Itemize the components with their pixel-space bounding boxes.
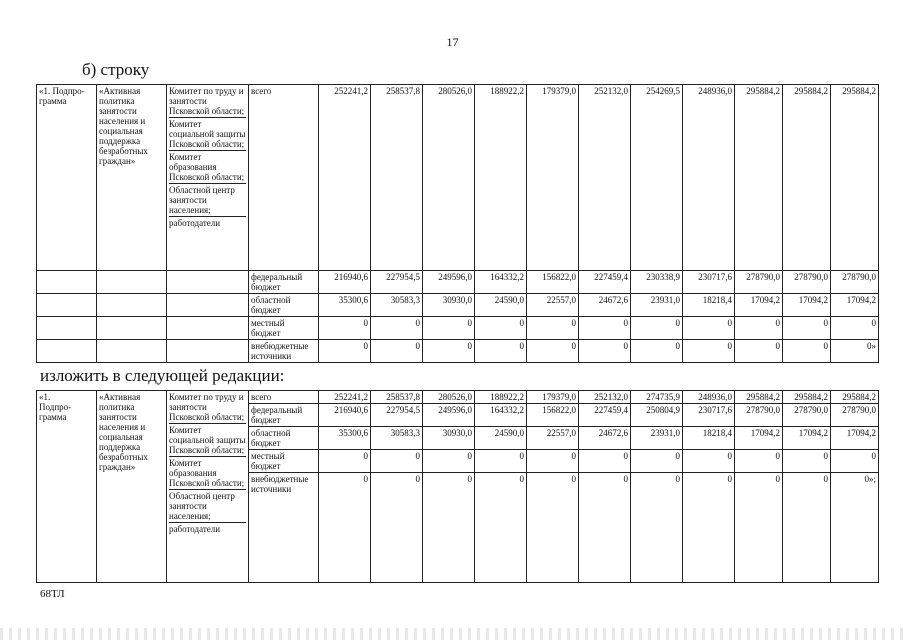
table-row — [37, 340, 879, 363]
value-cell: 227954,5 — [371, 271, 423, 294]
funding-source-cell: внебюджетные источники — [249, 340, 319, 363]
value-cell: 0 — [423, 340, 475, 363]
value-cell: 0 — [319, 317, 371, 340]
executor-item: работодатели — [169, 216, 246, 228]
value-cell: 295884,2 — [831, 85, 879, 271]
value-cell: 0 — [475, 340, 527, 363]
value-cell: 17094,2 — [783, 427, 831, 450]
value-cell: 230717,6 — [683, 271, 735, 294]
subprogram-cell: «1. Подпро- грамма — [37, 85, 97, 271]
value-cell: 179379,0 — [527, 85, 579, 271]
value-cell: 0 — [631, 317, 683, 340]
value-cell: 0 — [527, 450, 579, 473]
value-cell: 35300,6 — [319, 294, 371, 317]
funding-source-cell: внебюджетные источники — [249, 473, 319, 583]
funding-source-cell: местный бюджет — [249, 450, 319, 473]
funding-source-cell: областной бюджет — [249, 427, 319, 450]
footer-code: 68ТЛ — [40, 588, 65, 600]
executor-item: Комитет образования Псковской области; — [169, 152, 245, 182]
value-cell: 17094,2 — [831, 427, 879, 450]
value-cell: 0 — [423, 473, 475, 583]
value-cell: 24672,6 — [579, 294, 631, 317]
funding-source-cell: федеральный бюджет — [249, 271, 319, 294]
empty-cell — [167, 317, 249, 340]
empty-cell — [97, 271, 167, 294]
value-cell: 23931,0 — [631, 427, 683, 450]
executor-item: Комитет образования Псковской области; — [169, 458, 245, 488]
value-cell: 0 — [683, 450, 735, 473]
funding-source-cell: всего — [249, 85, 319, 271]
empty-cell — [167, 294, 249, 317]
funding-source-cell: федеральный бюджет — [249, 404, 319, 427]
empty-cell — [37, 340, 97, 363]
value-cell: 274735,9 — [631, 391, 683, 404]
value-cell: 227954,5 — [371, 404, 423, 427]
value-cell: 280526,0 — [423, 85, 475, 271]
value-cell: 227459,4 — [579, 404, 631, 427]
value-cell: 17094,2 — [783, 294, 831, 317]
value-cell: 0 — [579, 340, 631, 363]
value-cell: 252132,0 — [579, 85, 631, 271]
value-cell: 0 — [783, 450, 831, 473]
value-cell: 188922,2 — [475, 85, 527, 271]
value-cell: 188922,2 — [475, 391, 527, 404]
value-cell: 156822,0 — [527, 271, 579, 294]
value-cell: 0 — [683, 317, 735, 340]
executor-item: Комитет социальной защиты Псковской области; — [169, 425, 246, 455]
value-cell: 295884,2 — [735, 391, 783, 404]
value-cell: 0 — [735, 317, 783, 340]
value-cell: 164332,2 — [475, 404, 527, 427]
executor-item: Областной центр занятости населения; — [169, 489, 246, 521]
table-row — [37, 317, 879, 340]
value-cell: 254269,5 — [631, 85, 683, 271]
value-cell: 0 — [783, 317, 831, 340]
value-cell: 0 — [475, 473, 527, 583]
value-cell: 22557,0 — [527, 294, 579, 317]
value-cell: 179379,0 — [527, 391, 579, 404]
value-cell: 0 — [735, 473, 783, 583]
scan-edge — [0, 628, 905, 640]
value-cell: 0»; — [831, 473, 879, 583]
value-cell: 295884,2 — [783, 391, 831, 404]
value-cell: 0 — [683, 340, 735, 363]
old-budget-table — [36, 84, 879, 363]
value-cell: 0 — [683, 473, 735, 583]
empty-cell — [37, 294, 97, 317]
value-cell: 0» — [831, 340, 879, 363]
section-heading-b: б) строку — [82, 60, 150, 79]
value-cell: 18218,4 — [683, 294, 735, 317]
value-cell: 252241,2 — [319, 391, 371, 404]
empty-cell — [97, 317, 167, 340]
value-cell: 0 — [475, 317, 527, 340]
value-cell: 0 — [783, 340, 831, 363]
funding-source-cell: областной бюджет — [249, 294, 319, 317]
value-cell: 295884,2 — [735, 85, 783, 271]
value-cell: 216940,6 — [319, 404, 371, 427]
value-cell: 0 — [631, 340, 683, 363]
section-heading-replace: изложить в следующей редакции: — [40, 366, 285, 385]
funding-source-cell: местный бюджет — [249, 317, 319, 340]
value-cell: 0 — [631, 473, 683, 583]
value-cell: 278790,0 — [783, 271, 831, 294]
executors-cell — [167, 391, 249, 583]
empty-cell — [167, 271, 249, 294]
value-cell: 0 — [527, 340, 579, 363]
new-budget-table — [36, 390, 879, 583]
table-row — [37, 85, 879, 271]
value-cell: 156822,0 — [527, 404, 579, 427]
executor-item: Комитет по труду и занятости Псковской области; — [169, 86, 245, 116]
value-cell: 230717,6 — [683, 404, 735, 427]
value-cell: 35300,6 — [319, 427, 371, 450]
value-cell: 216940,6 — [319, 271, 371, 294]
value-cell: 24672,6 — [579, 427, 631, 450]
value-cell: 24590,0 — [475, 294, 527, 317]
funding-source-cell: всего — [249, 391, 319, 404]
program-name-cell: «Активная политика занятости населения и социальная поддержка безработных граждан» — [97, 85, 167, 271]
value-cell: 295884,2 — [783, 85, 831, 271]
value-cell: 17094,2 — [831, 294, 879, 317]
value-cell: 0 — [579, 317, 631, 340]
table-row — [37, 391, 879, 404]
empty-cell — [37, 317, 97, 340]
value-cell: 0 — [579, 450, 631, 473]
value-cell: 164332,2 — [475, 271, 527, 294]
value-cell: 0 — [579, 473, 631, 583]
empty-cell — [97, 294, 167, 317]
empty-cell — [97, 340, 167, 363]
executor-item: Комитет по труду и занятости Псковской области; — [169, 392, 245, 422]
table-row — [37, 294, 879, 317]
value-cell: 249596,0 — [423, 404, 475, 427]
value-cell: 252132,0 — [579, 391, 631, 404]
value-cell: 0 — [735, 340, 783, 363]
value-cell: 278790,0 — [831, 271, 879, 294]
value-cell: 0 — [319, 340, 371, 363]
value-cell: 258537,8 — [371, 85, 423, 271]
value-cell: 278790,0 — [735, 404, 783, 427]
value-cell: 249596,0 — [423, 271, 475, 294]
value-cell: 0 — [735, 450, 783, 473]
value-cell: 295884,2 — [831, 391, 879, 404]
executor-item: Комитет социальной защиты Псковской области; — [169, 119, 246, 149]
value-cell: 23931,0 — [631, 294, 683, 317]
value-cell: 248936,0 — [683, 85, 735, 271]
value-cell: 24590,0 — [475, 427, 527, 450]
value-cell: 30583,3 — [371, 427, 423, 450]
value-cell: 258537,8 — [371, 391, 423, 404]
value-cell: 278790,0 — [783, 404, 831, 427]
value-cell: 18218,4 — [683, 427, 735, 450]
value-cell: 0 — [831, 450, 879, 473]
value-cell: 0 — [527, 317, 579, 340]
value-cell: 227459,4 — [579, 271, 631, 294]
value-cell: 0 — [527, 473, 579, 583]
value-cell: 0 — [783, 473, 831, 583]
value-cell: 280526,0 — [423, 391, 475, 404]
subprogram-cell: «1. Подпро- грамма — [37, 391, 97, 583]
table-row — [37, 271, 879, 294]
value-cell: 0 — [371, 317, 423, 340]
value-cell: 0 — [319, 473, 371, 583]
executor-item: работодатели — [169, 522, 246, 534]
value-cell: 30930,0 — [423, 294, 475, 317]
program-name-cell: «Активная политика занятости населения и социальная поддержка безработных граждан» — [97, 391, 167, 583]
value-cell: 0 — [831, 317, 879, 340]
value-cell: 0 — [475, 450, 527, 473]
executors-cell — [167, 85, 249, 271]
value-cell: 252241,2 — [319, 85, 371, 271]
value-cell: 0 — [423, 450, 475, 473]
page-number: 17 — [446, 35, 459, 49]
value-cell: 30930,0 — [423, 427, 475, 450]
value-cell: 0 — [319, 450, 371, 473]
value-cell: 17094,2 — [735, 294, 783, 317]
value-cell: 230338,9 — [631, 271, 683, 294]
value-cell: 0 — [371, 450, 423, 473]
executor-item: Областной центр занятости населения; — [169, 183, 246, 215]
empty-cell — [37, 271, 97, 294]
value-cell: 22557,0 — [527, 427, 579, 450]
value-cell: 0 — [631, 450, 683, 473]
value-cell: 248936,0 — [683, 391, 735, 404]
value-cell: 17094,2 — [735, 427, 783, 450]
value-cell: 0 — [371, 473, 423, 583]
value-cell: 278790,0 — [831, 404, 879, 427]
value-cell: 250804,9 — [631, 404, 683, 427]
value-cell: 30583,3 — [371, 294, 423, 317]
value-cell: 0 — [371, 340, 423, 363]
empty-cell — [167, 340, 249, 363]
value-cell: 0 — [423, 317, 475, 340]
value-cell: 278790,0 — [735, 271, 783, 294]
